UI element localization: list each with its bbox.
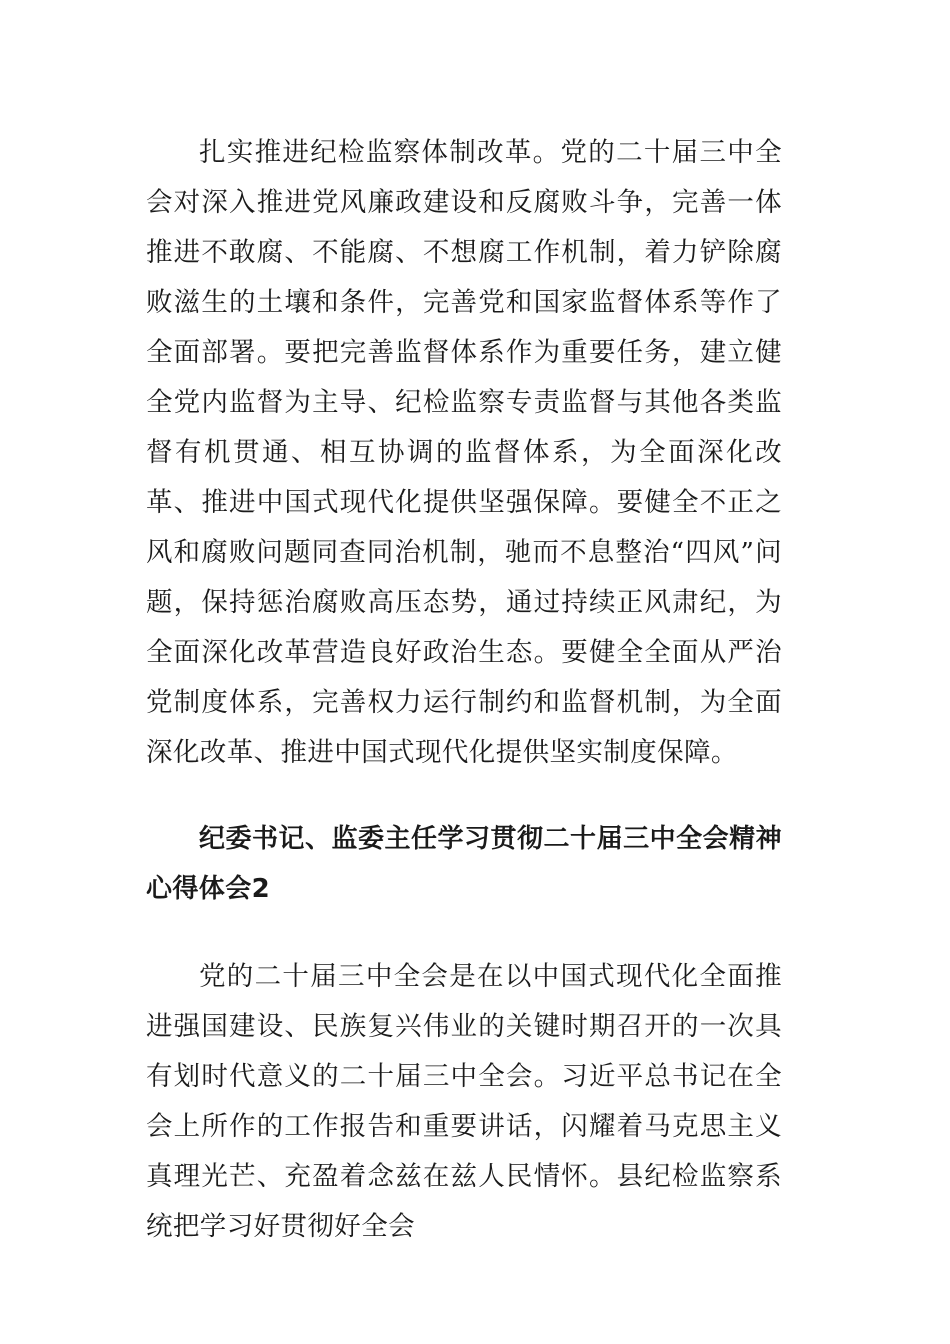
section-heading: 纪委书记、监委主任学习贯彻二十届三中全会精神心得体会2 bbox=[146, 824, 782, 904]
spacer bbox=[146, 778, 782, 814]
spacer bbox=[146, 914, 782, 952]
paragraph-reform: 扎实推进纪检监察体制改革。党的二十届三中全会对深入推进党风廉政建设和反腐败斗争，完善一体推进不敢腐、不能腐、不想腐工作机制，着力铲除腐败滋生的土壤和条件，完善党和国家监督体系等作了全面部署。要把完善监督体系作为重要任务，建立健全党内监督为主导、纪检监察专责监督与其他各类监督有机贯通、相互协调的监督体系，为全面深化改革、推进中国式现代化提供坚强保障。要健全不正之风和腐败问题同查同治机制，驰而不息整治“四风”问题，保持惩治腐败高压态势，通过持续正风肃纪，为全面深化改革营造良好政治生态。要健全全面从严治党制度体系，完善权力运行制约和监督机制，为全面深化改革、推进中国式现代化提供坚实制度保障。 bbox=[146, 137, 782, 768]
document-body bbox=[146, 128, 782, 1252]
paragraph-plenary: 党的二十届三中全会是在以中国式现代化全面推进强国建设、民族复兴伟业的关键时期召开的一次具有划时代意义的二十届三中全会。习近平总书记在全会上所作的工作报告和重要讲话，闪耀着马克思主义真理光芒、充盈着念兹在兹人民情怀。县纪检监察系统把学习好贯彻好全会 bbox=[146, 961, 782, 1242]
